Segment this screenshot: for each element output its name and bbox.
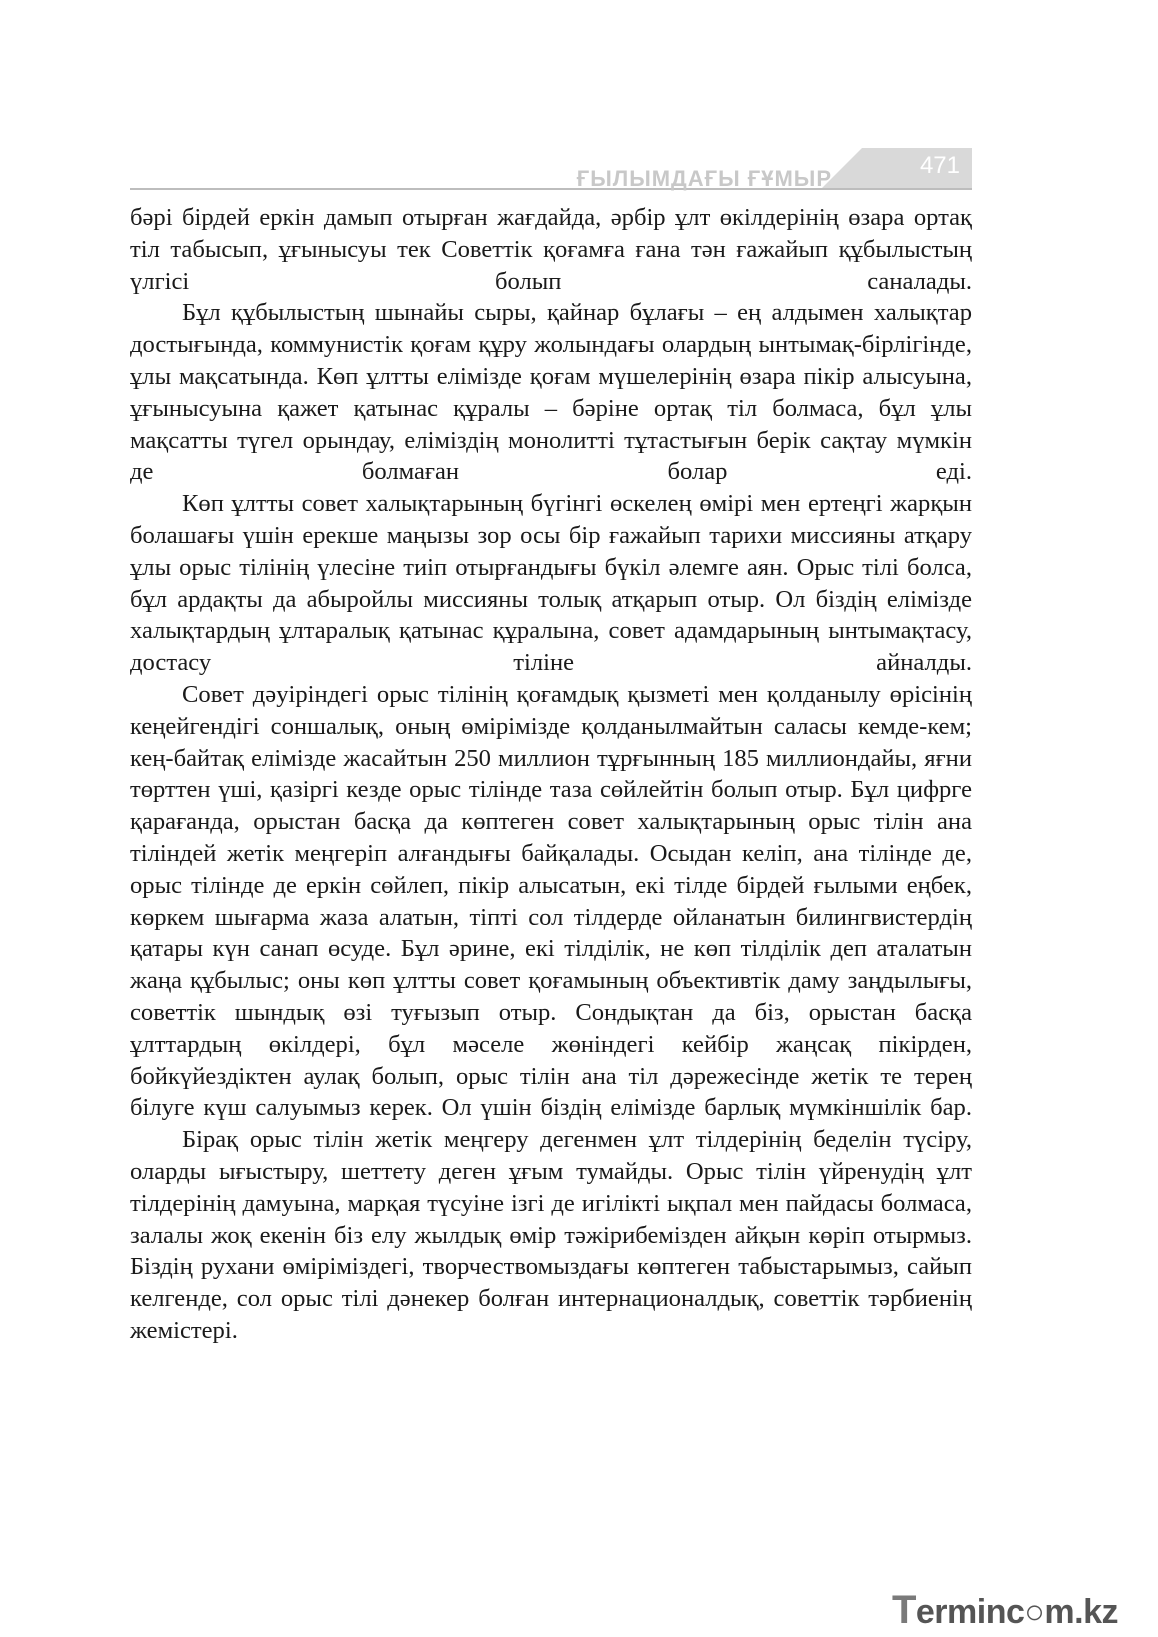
paragraph-4: Совет дәуіріндегі орыс тілінің қоғамдық қызметі мен қолданылу өрісінің кеңейгендігі соншалық, оның өміріміздe қолданылмайтын саласы кемде-кем; кең-байтақ елімізде жасайтын 250 миллион тұрғынның 185 миллиондайы, яғни төрттен үші, қазіргі кезде орыс тілінде таза сөйлейтін болып отыр. Бұл цифрге қарағанда, орыстан басқа да көптеген совет халықтарының орыс тілін ана тіліндей жетік меңгеріп алғандығы байқалады. Осыдан келіп, ана тілінде де, орыс тілінде де еркін сөйлеп, пікір алысатын, екі тілде бірдей ғылыми еңбек, көркем шығарма жаза алатын, тіпті сол тілдерде ойланатын билингвистердің қатары күн санап өсуде. Бұл әрине, екі тілділік, не көп тілділік деп аталатын жаңа құбылыс; оны көп ұлтты совет қоғамының объективтік даму заңдылығы, советтік шындық өзі туғызып отыр. Сондықтан да біз, орыстан басқа ұлттардың өкілдері, бұл мәселе жөніндегі кейбір жаңсақ пікірден, бойкүйездіктен аулақ болып, орыс тілін ана тіл дәрежесінде жетік те терең білуге күш салуымыз керек. Ол үшін біздің елімізде барлық мүмкіншілік бар. (130, 680, 972, 1122)
body-text (130, 202, 972, 1347)
page-number: 471 (919, 152, 960, 179)
header-tab-wedge (822, 148, 862, 188)
paragraph-5: Бірақ орыс тілін жетік меңгеру дегенмен ұлт тілдерінің беделін түсіру, оларды ығыстыру, шеттету деген ұғым тумайды. Орыс тілін үйренудің ұлт тілдерінің дамуына, марқая түсуіне ізгі де игілікті ықпал мен пайдасы болмаса, залалы жоқ екенін біз елу жылдық өмір тәжірибемізден айқын көріп отырмыз. Біздің рухани өміріміздегі, творчествомыздағы көптеген табыстарымыз, сайып келгенде, сол орыс тілі дәнекер болған интернационалдық, советтік тәрбиенің жемістері. (130, 1126, 972, 1344)
header-rule (130, 188, 972, 190)
paragraph-3: Көп ұлтты совет халықтарының бүгінгі өскелең өмірі мен ертеңгі жарқын болашағы үшін ерекше маңызы зор осы бір ғажайып тарихи миссияны атқару ұлы орыс тілінің үлесіне тиіп отырғандығы бүкіл әлемге аян. Орыс тілі болса, бұл ардақты да абыройлы миссияны толық атқарып отыр. Ол біздің елімізде халықтардың ұлтаралық қатынас құралына, совет адамдарының ынтымақтасу, достасу тіліне айналды. (130, 490, 972, 677)
paragraph-2: Бұл құбылыстың шынайы сыры, қайнар бұлағы – ең алдымен халықтар достығында, коммунистік қоғам құру жолындағы олардың ынтымақ-бірлігінде, ұлы мақсатында. Көп ұлтты елімізде қоғам мүшелерінің өзара пікір алысуына, ұғынысуына қажет қатынас құралы – бәріне ортақ тіл болмаса, бұл ұлы мақсатты түгел орындау, еліміздің монолитті тұтастығын берік сақтау мүмкін де болмаған болар еді. (130, 299, 972, 486)
running-title: ҒЫЛЫМДАҒЫ ҒҰМЫР (576, 166, 832, 191)
watermark-text: erminc○m.kz (915, 1593, 1118, 1631)
paragraph-1: бәрі бірдей еркін дамып отырған жағдайда, әрбір ұлт өкілдерінің өзара ортақ тіл табысып, ұғынысуы тек Советтік қоғамға ғана тән ғажайып құбылыстың үлгісі болып саналады. (130, 204, 972, 295)
watermark-logo-letter: T (891, 1588, 916, 1632)
running-header (130, 148, 972, 196)
page-number-tab (862, 148, 972, 188)
site-watermark (892, 1588, 1118, 1633)
